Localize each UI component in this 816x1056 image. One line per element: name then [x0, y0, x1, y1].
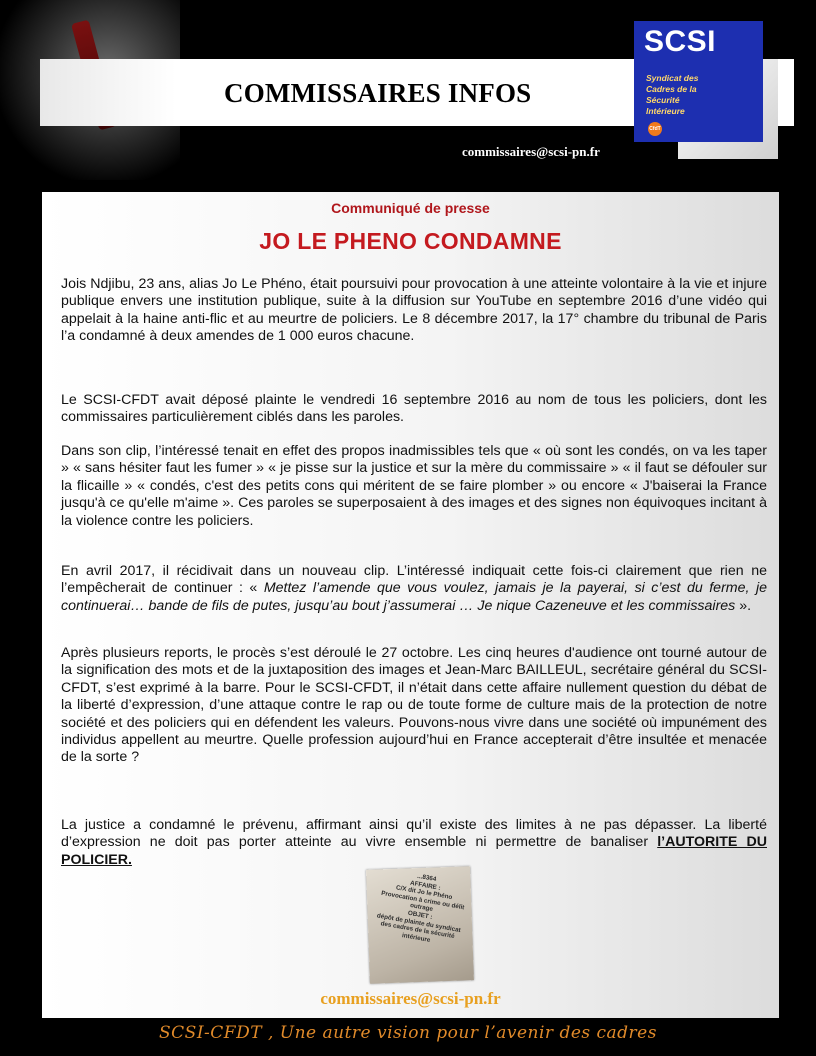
paragraph-2: Le SCSI-CFDT avait déposé plainte le vendredi 16 septembre 2016 au nom de tous les policiers, dont les commissaires particulièrement ciblés dans les paroles.: [61, 392, 767, 426]
paragraph-1: Jois Ndjibu, 23 ans, alias Jo Le Phéno, était poursuivi pour provocation à une atteinte volontaire à la vie et injure publique envers une institution publique, suite à la diffusion sur YouTube en septembre 2016 d’une vidéo qui appelait à la haine anti-flic et au meurtre de policiers. Le 8 décembre 2017, la 17° chambre du tribunal de Paris l’a condamné à deux amendes de 1 000 euros chacune.: [61, 276, 767, 345]
complaint-document-photo: [366, 866, 474, 984]
footer-slogan: SCSI-CFDT , Une autre vision pour l’avenir des cadres: [159, 1023, 657, 1043]
paragraph-5: Après plusieurs reports, le procès s’est déroulé le 27 octobre. Les cinq heures d'audience ont tourné autour de la signification des mots et de la juxtaposition des images et Jean-Marc BAILLEUL, secrétaire général du SCSI-CFDT, s’est exprimé à la barre. Pour le SCSI-CFDT, il n’était dans cette affaire nullement question du débat de la liberté d’expression, d’une attaque contre le rap ou de toute forme de culture mais de la protection de notre société et des policiers qui en défendent les valeurs. Pouvons-nous vivre dans une société où impunément des individus appellent au meurtre. Quelle profession aujourd’hui en France accepterait d’être insultée et menacée de la sorte ?: [61, 645, 767, 766]
logo-subtitle: Syndicat des Cadres de la Sécurité Intérieure: [646, 73, 699, 116]
paragraph-4: [61, 563, 767, 615]
article-panel: [42, 192, 779, 1018]
logo-name: SCSI: [644, 25, 717, 58]
paragraph-3: Dans son clip, l’intéressé tenait en effet des propos inadmissibles tels que « où sont les condés, on va les taper » « sans hésiter faut les fumer » « je pisse sur la justice et sur la mère du commissaire » « il faut se défouler sur la flicaille » « condés, c'est des petits cons qui méritent de se faire plomber » ou encore « J'baiserai la France jusqu'à ce qu'elle m'aime ». Ces paroles se superposaient à des images et des signes non équivoques incitant à la violence contre les policiers.: [61, 443, 767, 529]
paragraph-6: [61, 817, 767, 869]
cfdt-badge: CfdT: [648, 122, 662, 136]
paragraph-4-intro: En avril 2017, il récidivait dans un nouveau clip. L’intéressé indiquait cette fois-ci clairement que rien ne l’empêcherait de continuer : «: [61, 563, 767, 597]
newsletter-title: COMMISSAIRES INFOS: [224, 78, 532, 108]
footer-email-link[interactable]: commissaires@scsi-pn.fr: [320, 989, 501, 1008]
paragraph-4-quote: Mettez l’amende que vous voulez, jamais je la payerai, si c’est du ferme, je continuerai… bande de fils de putes, jusqu’au bout j’assumerai … Je nique Cazeneuve et les commissaires: [61, 580, 767, 614]
paragraph-6-text: La justice a condamné le prévenu, affirmant ainsi qu’il existe des limites à ne pas dépasser. La liberté d’expression ne doit pas porter atteinte au vivre ensemble ni permettre de banaliser: [61, 817, 767, 851]
paragraph-4-end: ».: [735, 597, 752, 614]
press-release-label: Communiqué de presse: [331, 200, 490, 216]
paragraph-6-emphasis: l’AUTORITE DU POLICIER.: [61, 834, 767, 868]
document-photo-text: ...8364 AFFAIRE : C/X dit Jo le Phéno Provocation à crime ou délit outrage OBJET : dépôt de plainte du syndicat des cadres de la sécurité intérieure: [376, 872, 465, 944]
scsi-logo: [634, 21, 763, 142]
article-headline: JO LE PHENO CONDAMNE: [259, 228, 562, 254]
header-email-link[interactable]: commissaires@scsi-pn.fr: [462, 144, 600, 159]
